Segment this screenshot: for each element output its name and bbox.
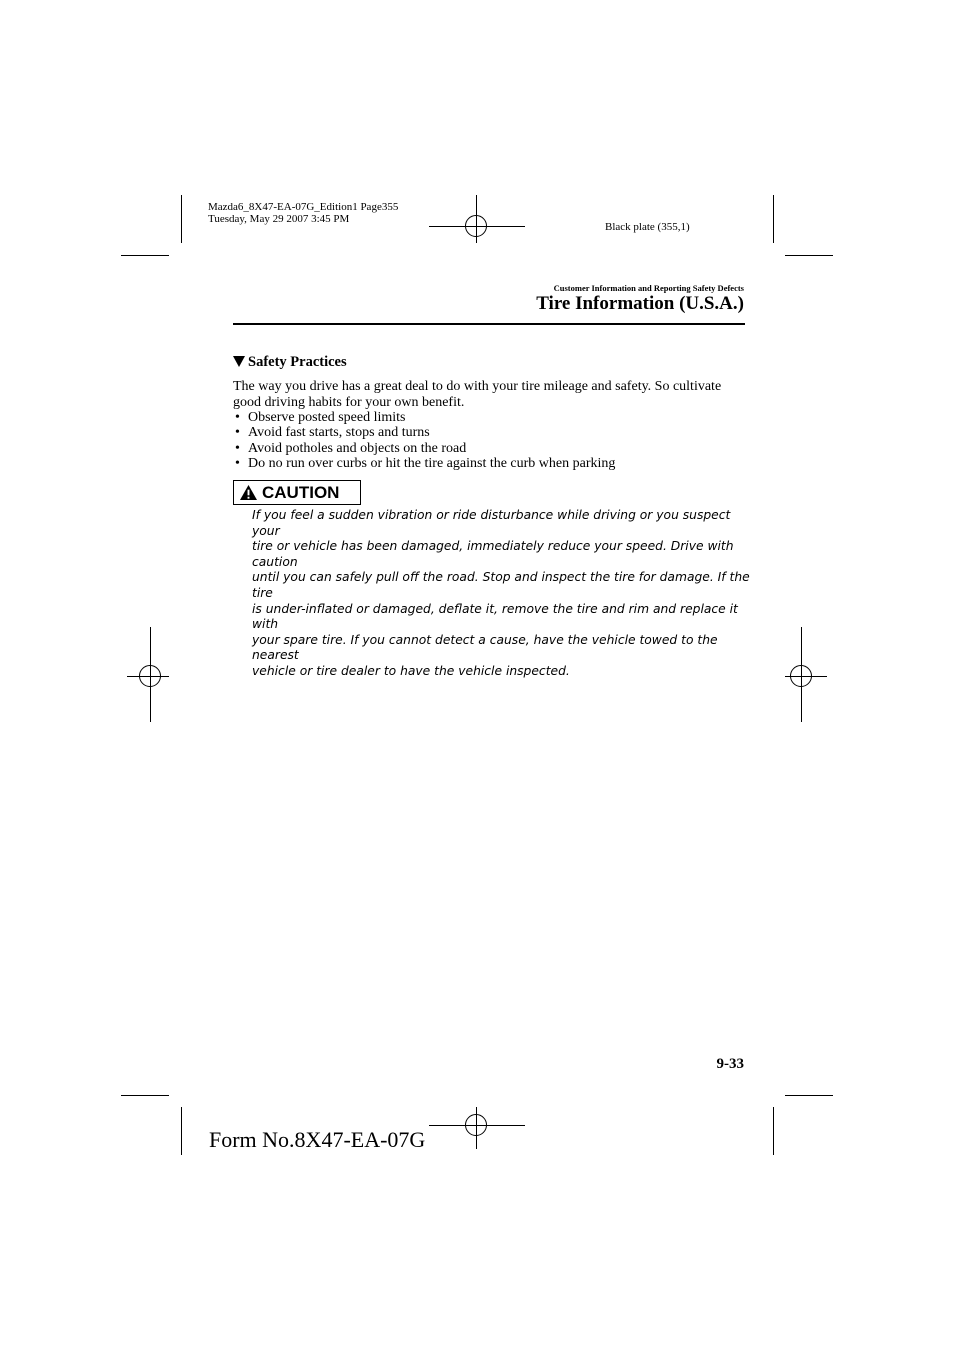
print-meta <box>208 201 398 225</box>
triangle-down-icon <box>233 356 245 367</box>
caution-label: CAUTION <box>262 482 340 502</box>
caution-line: vehicle or tire dealer to have the vehicle inspected. <box>252 663 570 678</box>
caution-text <box>252 508 752 680</box>
print-meta-line2: Tuesday, May 29 2007 3:45 PM <box>208 213 350 225</box>
page-number: 9-33 <box>716 1056 744 1072</box>
list-item: • Observe posted speed limits <box>233 410 753 425</box>
subheading <box>233 354 347 371</box>
caution-line: is under-inflated or damaged, deflate it, remove the tire and rim and replace it with <box>252 601 738 632</box>
caution-line: If you feel a sudden vibration or ride disturbance while driving or you suspect your <box>252 508 731 538</box>
caution-line: tire or vehicle has been damaged, immediately reduce your speed. Drive with caution <box>252 539 734 569</box>
intro-line-2: good driving habits for your own benefit. <box>233 394 465 410</box>
header-rule <box>233 323 745 325</box>
list-item: • Avoid fast starts, stops and turns <box>233 425 753 440</box>
intro-line-1: The way you drive has a great deal to do with your tire mileage and safety. So cultivate <box>233 379 722 394</box>
caution-badge <box>233 480 361 505</box>
list-item: • Do no run over curbs or hit the tire against the curb when parking <box>233 456 753 471</box>
warning-triangle-icon <box>239 484 258 501</box>
caution-line: your spare tire. If you cannot detect a cause, have the vehicle towed to the nearest <box>252 632 718 663</box>
subheading-text: Safety Practices <box>248 354 347 370</box>
intro-paragraph <box>233 379 753 410</box>
print-meta-line1: Mazda6_8X47-EA-07G_Edition1 Page355 <box>208 201 399 213</box>
black-plate-label: Black plate (355,1) <box>605 221 690 233</box>
list-item: • Avoid potholes and objects on the road <box>233 441 753 456</box>
section-name: Customer Information and Reporting Safety Defects <box>553 283 744 293</box>
bullet-list <box>233 410 753 472</box>
form-number: Form No.8X47-EA-07G <box>209 1127 426 1152</box>
caution-line: until you can safely pull off the road. Stop and inspect the tire for damage. If the tire <box>252 570 750 600</box>
page-title: Tire Information (U.S.A.) <box>536 293 744 314</box>
